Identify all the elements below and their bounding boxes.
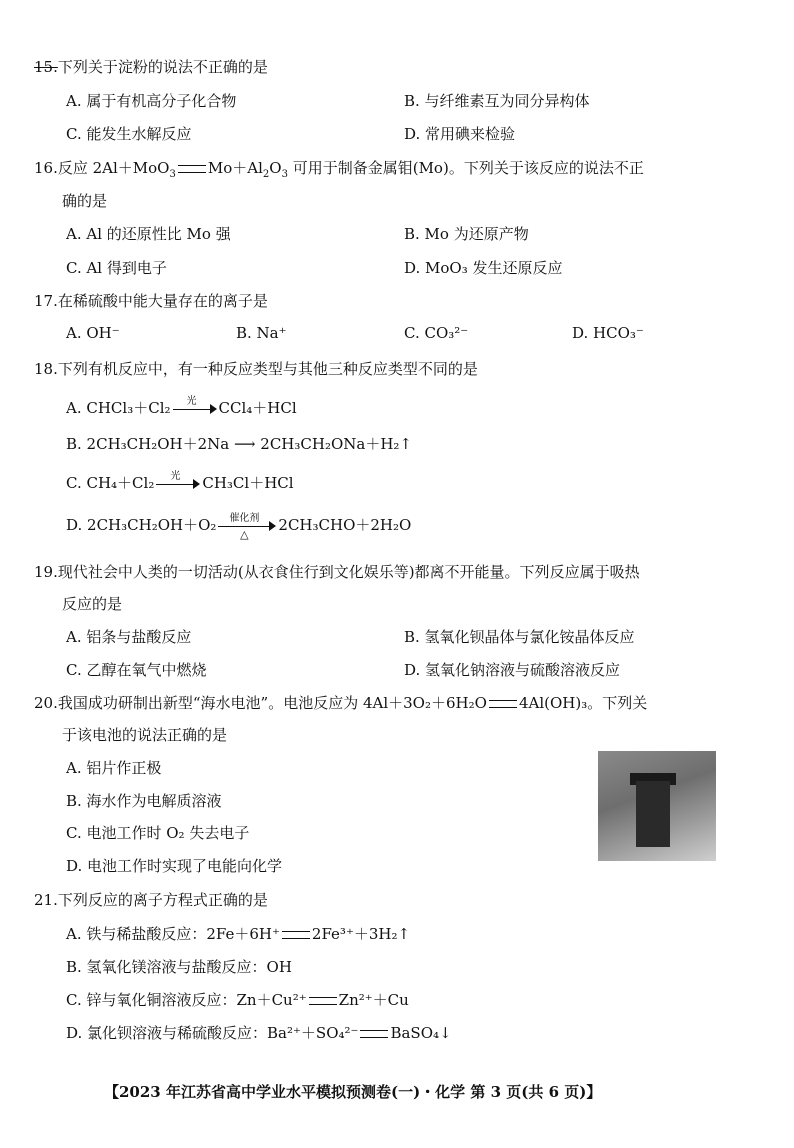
q20-stem-cont: 于该电池的说法正确的是 bbox=[62, 726, 228, 744]
q19-option-d: D. 氢氧化钠溶液与硫酸溶液反应 bbox=[404, 661, 621, 679]
equals-sign bbox=[178, 165, 206, 173]
q21-option-a: A. 铁与稀盐酸反应：2Fe＋6H⁺ 2Fe³⁺＋3H₂↑ bbox=[66, 925, 411, 943]
reaction-arrow: 催化剂 △ bbox=[218, 519, 276, 533]
q19-stem: 19.现代社会中人类的一切活动(从衣食住行到文化娱乐等)都离不开能量。下列反应属于吸热 bbox=[34, 563, 640, 581]
q20-option-a: A. 铝片作正极 bbox=[66, 759, 162, 777]
q18-option-b: B. 2CH₃CH₂OH＋2Na ⟶ 2CH₃CH₂ONa＋H₂↑ bbox=[66, 435, 412, 453]
q18-option-c: C. CH₄＋Cl₂ 光 CH₃Cl＋HCl bbox=[66, 471, 294, 492]
q20-option-c: C. 电池工作时 O₂ 失去电子 bbox=[66, 824, 250, 842]
q16-stem-cont: 确的是 bbox=[62, 192, 108, 210]
q20-option-b: B. 海水作为电解质溶液 bbox=[66, 792, 222, 810]
q16-option-d: D. MoO₃ 发生还原反应 bbox=[404, 259, 563, 277]
q16-option-b: B. Mo 为还原产物 bbox=[404, 225, 529, 243]
q16-option-c: C. Al 得到电子 bbox=[66, 259, 167, 277]
q15-option-b: B. 与纤维素互为同分异构体 bbox=[404, 92, 590, 110]
q17-option-d: D. HCO₃⁻ bbox=[572, 324, 644, 342]
q18-option-d: D. 2CH₃CH₂OH＋O₂ 催化剂 △ 2CH₃CHO＋2H₂O bbox=[66, 513, 412, 541]
q19-option-b: B. 氢氧化钡晶体与氯化铵晶体反应 bbox=[404, 628, 635, 646]
reaction-arrow: 光 bbox=[173, 402, 217, 416]
q15-stem: 15.下列关于淀粉的说法不正确的是 bbox=[34, 58, 268, 76]
q17-stem: 17.在稀硫酸中能大量存在的离子是 bbox=[34, 292, 268, 310]
equals-sign bbox=[282, 931, 310, 939]
q21-option-b: B. 氢氧化镁溶液与盐酸反应：OH bbox=[66, 958, 292, 976]
q15-option-d: D. 常用碘来检验 bbox=[404, 125, 516, 143]
q20-option-d: D. 电池工作时实现了电能向化学 bbox=[66, 857, 283, 875]
q19-option-a: A. 铝条与盐酸反应 bbox=[66, 628, 192, 646]
equals-sign bbox=[489, 700, 517, 708]
equals-sign bbox=[309, 997, 337, 1005]
q17-option-b: B. Na⁺ bbox=[236, 324, 287, 342]
q15-option-c: C. 能发生水解反应 bbox=[66, 125, 192, 143]
q15-number: 15. bbox=[34, 58, 58, 76]
q18-stem: 18.下列有机反应中，有一种反应类型与其他三种反应类型不同的是 bbox=[34, 360, 478, 378]
reaction-arrow: 光 bbox=[156, 477, 200, 491]
q16-stem: 16.反应 2Al＋MoO$_3$ $Mo+Al_2O_3$ 可用于制备金属钼(Mo)。下列关于该反应的说法不正 bbox=[34, 159, 644, 180]
q18-option-a: A. CHCl₃＋Cl₂ 光 CCl₄＋HCl bbox=[66, 396, 297, 417]
page-footer: 【2023 年江苏省高中学业水平模拟预测卷(一)・化学 第 3 页(共 6 页)】 bbox=[104, 1083, 602, 1101]
q17-option-c: C. CO₃²⁻ bbox=[404, 324, 469, 342]
q16-option-a: A. Al 的还原性比 Mo 强 bbox=[66, 225, 231, 243]
sea-battery-lighthouse-image bbox=[598, 751, 716, 861]
q21-option-c: C. 锌与氧化铜溶液反应：Zn＋Cu²⁺ Zn²⁺＋Cu bbox=[66, 991, 409, 1009]
equals-sign bbox=[360, 1030, 388, 1038]
q21-option-d: D. 氯化钡溶液与稀硫酸反应：Ba²⁺＋SO₄²⁻ BaSO₄↓ bbox=[66, 1024, 452, 1042]
q20-stem: 20.我国成功研制出新型“海水电池”。电池反应为 4Al＋3O₂＋6H₂O 4Al(OH)₃。下列关 bbox=[34, 694, 648, 712]
q19-stem-cont: 反应的是 bbox=[62, 595, 123, 613]
q17-option-a: A. OH⁻ bbox=[66, 324, 120, 342]
q15-option-a: A. 属于有机高分子化合物 bbox=[66, 92, 237, 110]
q21-stem: 21.下列反应的离子方程式正确的是 bbox=[34, 891, 268, 909]
q19-option-c: C. 乙醇在氧气中燃烧 bbox=[66, 661, 207, 679]
